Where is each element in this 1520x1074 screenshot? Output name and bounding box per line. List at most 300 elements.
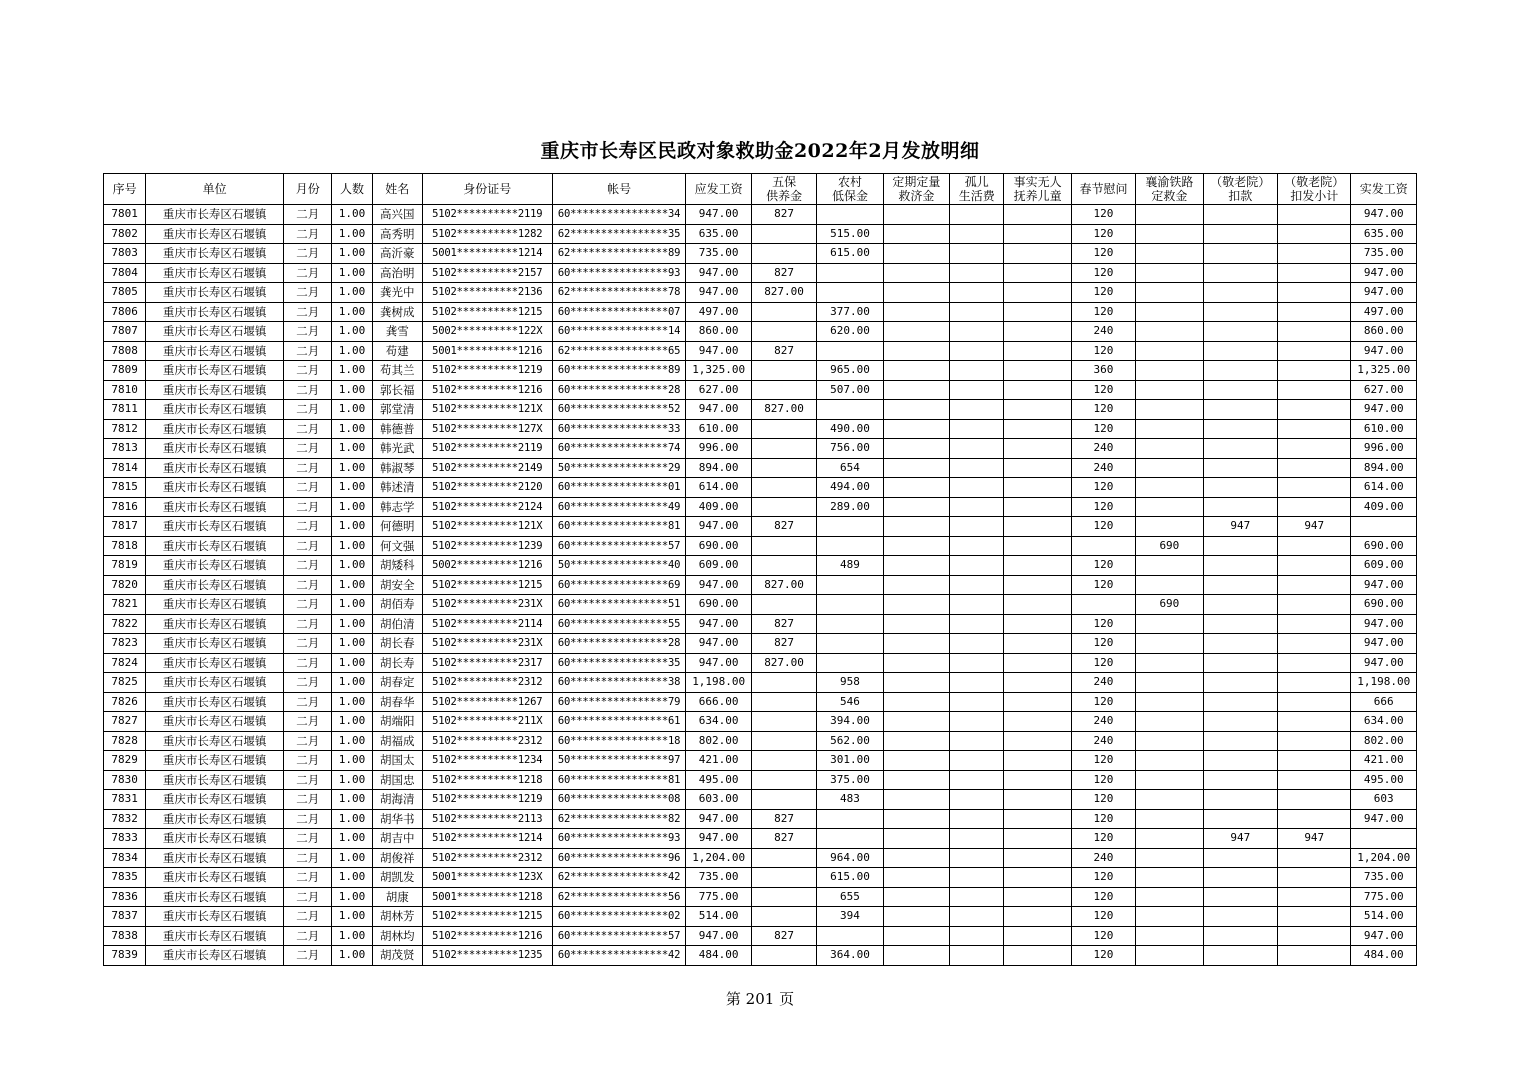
cell-five-guarantee: 827.00 (751, 653, 816, 673)
cell-id-number: 5102**********2119 (422, 439, 552, 459)
cell-five-guarantee (751, 712, 816, 732)
cell-nursing-home-subtotal (1278, 887, 1351, 907)
cell-de-facto-orphan (1004, 419, 1071, 439)
cell-railway-relief (1136, 478, 1203, 498)
cell-account: 60****************61 (552, 712, 686, 732)
cell-regular-relief (883, 868, 949, 888)
cell-railway-relief (1136, 692, 1203, 712)
cell-orphan-allowance (950, 322, 1004, 342)
cell-rural-dibao (817, 614, 883, 634)
cell-gross-pay: 735.00 (686, 868, 751, 888)
cell-seq: 7809 (104, 361, 146, 381)
cell-gross-pay: 1,198.00 (686, 673, 751, 693)
cell-nursing-home-subtotal (1278, 302, 1351, 322)
table-row (104, 575, 1417, 595)
cell-de-facto-orphan (1004, 712, 1071, 732)
cell-five-guarantee (751, 244, 816, 264)
cell-festival-bonus: 120 (1071, 400, 1135, 420)
cell-seq: 7821 (104, 595, 146, 615)
cell-nursing-home-subtotal (1278, 263, 1351, 283)
cell-rural-dibao: 364.00 (817, 946, 883, 966)
cell-gross-pay: 610.00 (686, 419, 751, 439)
cell-month: 二月 (284, 517, 332, 537)
cell-rural-dibao: 562.00 (817, 731, 883, 751)
cell-month: 二月 (284, 751, 332, 771)
cell-id-number: 5001**********1218 (422, 887, 552, 907)
cell-orphan-allowance (950, 712, 1004, 732)
cell-count: 1.00 (332, 751, 372, 771)
cell-account: 60****************89 (552, 361, 686, 381)
cell-net-pay: 947.00 (1351, 263, 1417, 283)
cell-festival-bonus: 120 (1071, 907, 1135, 927)
cell-rural-dibao: 515.00 (817, 224, 883, 244)
cell-festival-bonus: 240 (1071, 439, 1135, 459)
cell-rural-dibao (817, 536, 883, 556)
cell-regular-relief (883, 926, 949, 946)
cell-nursing-home-deduction (1203, 634, 1277, 654)
cell-unit: 重庆市长寿区石堰镇 (146, 302, 284, 322)
cell-id-number: 5102**********2136 (422, 283, 552, 303)
cell-month: 二月 (284, 244, 332, 264)
cell-unit: 重庆市长寿区石堰镇 (146, 712, 284, 732)
cell-seq: 7820 (104, 575, 146, 595)
cell-count: 1.00 (332, 478, 372, 498)
header-festival-bonus: 春节慰问 (1071, 174, 1135, 205)
cell-net-pay: 894.00 (1351, 458, 1417, 478)
cell-rural-dibao: 394.00 (817, 712, 883, 732)
cell-month: 二月 (284, 283, 332, 303)
cell-nursing-home-deduction (1203, 887, 1277, 907)
cell-net-pay: 947.00 (1351, 575, 1417, 595)
cell-festival-bonus: 240 (1071, 322, 1135, 342)
cell-count: 1.00 (332, 653, 372, 673)
cell-count: 1.00 (332, 517, 372, 537)
cell-nursing-home-subtotal (1278, 809, 1351, 829)
cell-account: 60****************02 (552, 907, 686, 927)
cell-orphan-allowance (950, 887, 1004, 907)
cell-orphan-allowance (950, 868, 1004, 888)
cell-rural-dibao (817, 263, 883, 283)
cell-net-pay: 735.00 (1351, 244, 1417, 264)
cell-nursing-home-subtotal (1278, 790, 1351, 810)
cell-festival-bonus: 120 (1071, 263, 1135, 283)
cell-rural-dibao: 507.00 (817, 380, 883, 400)
cell-nursing-home-subtotal (1278, 712, 1351, 732)
cell-seq: 7837 (104, 907, 146, 927)
cell-regular-relief (883, 751, 949, 771)
cell-nursing-home-subtotal (1278, 653, 1351, 673)
cell-account: 60****************55 (552, 614, 686, 634)
cell-regular-relief (883, 283, 949, 303)
cell-id-number: 5102**********2120 (422, 478, 552, 498)
cell-orphan-allowance (950, 575, 1004, 595)
cell-account: 60****************07 (552, 302, 686, 322)
cell-count: 1.00 (332, 673, 372, 693)
cell-seq: 7839 (104, 946, 146, 966)
cell-five-guarantee: 827.00 (751, 400, 816, 420)
cell-id-number: 5102**********121X (422, 400, 552, 420)
cell-railway-relief (1136, 517, 1203, 537)
cell-de-facto-orphan (1004, 575, 1071, 595)
cell-gross-pay: 947.00 (686, 614, 751, 634)
cell-name: 胡长春 (372, 634, 422, 654)
cell-festival-bonus: 120 (1071, 653, 1135, 673)
cell-id-number: 5102**********2317 (422, 653, 552, 673)
cell-month: 二月 (284, 829, 332, 849)
cell-rural-dibao (817, 653, 883, 673)
cell-de-facto-orphan (1004, 770, 1071, 790)
cell-five-guarantee: 827 (751, 634, 816, 654)
cell-account: 50****************40 (552, 556, 686, 576)
cell-net-pay (1351, 829, 1417, 849)
cell-de-facto-orphan (1004, 946, 1071, 966)
cell-five-guarantee: 827.00 (751, 283, 816, 303)
cell-count: 1.00 (332, 419, 372, 439)
cell-rural-dibao: 620.00 (817, 322, 883, 342)
cell-account: 60****************35 (552, 653, 686, 673)
cell-id-number: 5102**********2124 (422, 497, 552, 517)
cell-orphan-allowance (950, 244, 1004, 264)
cell-five-guarantee (751, 556, 816, 576)
cell-nursing-home-deduction (1203, 809, 1277, 829)
cell-unit: 重庆市长寿区石堰镇 (146, 907, 284, 927)
cell-nursing-home-subtotal (1278, 946, 1351, 966)
table-row (104, 302, 1417, 322)
cell-regular-relief (883, 848, 949, 868)
cell-rural-dibao: 377.00 (817, 302, 883, 322)
cell-nursing-home-subtotal (1278, 751, 1351, 771)
header-railway-relief: 襄渝铁路 定救金 (1136, 174, 1203, 205)
cell-regular-relief (883, 224, 949, 244)
cell-regular-relief (883, 517, 949, 537)
cell-festival-bonus: 240 (1071, 712, 1135, 732)
cell-de-facto-orphan (1004, 653, 1071, 673)
cell-seq: 7812 (104, 419, 146, 439)
cell-nursing-home-subtotal: 947 (1278, 517, 1351, 537)
cell-five-guarantee (751, 478, 816, 498)
cell-net-pay: 690.00 (1351, 536, 1417, 556)
cell-gross-pay: 947.00 (686, 400, 751, 420)
cell-nursing-home-subtotal (1278, 244, 1351, 264)
cell-seq: 7822 (104, 614, 146, 634)
cell-gross-pay: 735.00 (686, 244, 751, 264)
cell-unit: 重庆市长寿区石堰镇 (146, 478, 284, 498)
cell-regular-relief (883, 458, 949, 478)
cell-month: 二月 (284, 380, 332, 400)
cell-orphan-allowance (950, 517, 1004, 537)
cell-net-pay: 634.00 (1351, 712, 1417, 732)
cell-gross-pay: 484.00 (686, 946, 751, 966)
cell-railway-relief (1136, 712, 1203, 732)
cell-net-pay: 635.00 (1351, 224, 1417, 244)
cell-nursing-home-deduction (1203, 653, 1277, 673)
cell-month: 二月 (284, 302, 332, 322)
cell-seq: 7815 (104, 478, 146, 498)
cell-name: 胡伯清 (372, 614, 422, 634)
cell-regular-relief (883, 244, 949, 264)
header-name: 姓名 (372, 174, 422, 205)
header-regular-relief: 定期定量 救济金 (883, 174, 949, 205)
cell-orphan-allowance (950, 614, 1004, 634)
cell-seq: 7813 (104, 439, 146, 459)
cell-regular-relief (883, 790, 949, 810)
cell-gross-pay: 947.00 (686, 263, 751, 283)
cell-festival-bonus (1071, 536, 1135, 556)
cell-gross-pay: 947.00 (686, 283, 751, 303)
cell-regular-relief (883, 712, 949, 732)
cell-net-pay: 484.00 (1351, 946, 1417, 966)
cell-month: 二月 (284, 400, 332, 420)
cell-net-pay: 1,325.00 (1351, 361, 1417, 381)
cell-orphan-allowance (950, 380, 1004, 400)
cell-month: 二月 (284, 497, 332, 517)
cell-festival-bonus: 240 (1071, 458, 1135, 478)
cell-rural-dibao: 654 (817, 458, 883, 478)
cell-five-guarantee (751, 673, 816, 693)
table-row (104, 790, 1417, 810)
cell-nursing-home-subtotal (1278, 595, 1351, 615)
cell-net-pay: 947.00 (1351, 809, 1417, 829)
cell-id-number: 5102**********121X (422, 517, 552, 537)
cell-id-number: 5002**********1216 (422, 556, 552, 576)
cell-five-guarantee: 827.00 (751, 575, 816, 595)
cell-railway-relief (1136, 790, 1203, 810)
cell-name: 韩德普 (372, 419, 422, 439)
cell-seq: 7814 (104, 458, 146, 478)
cell-nursing-home-deduction (1203, 751, 1277, 771)
cell-name: 胡吉中 (372, 829, 422, 849)
cell-name: 胡安全 (372, 575, 422, 595)
cell-festival-bonus: 120 (1071, 829, 1135, 849)
cell-nursing-home-deduction (1203, 790, 1277, 810)
cell-id-number: 5002**********122X (422, 322, 552, 342)
cell-five-guarantee (751, 361, 816, 381)
cell-count: 1.00 (332, 361, 372, 381)
cell-gross-pay: 627.00 (686, 380, 751, 400)
cell-net-pay: 947.00 (1351, 341, 1417, 361)
cell-gross-pay: 947.00 (686, 809, 751, 829)
cell-account: 62****************42 (552, 868, 686, 888)
cell-id-number: 5102**********1234 (422, 751, 552, 771)
cell-orphan-allowance (950, 224, 1004, 244)
cell-de-facto-orphan (1004, 283, 1071, 303)
cell-id-number: 5102**********2149 (422, 458, 552, 478)
cell-de-facto-orphan (1004, 205, 1071, 225)
cell-unit: 重庆市长寿区石堰镇 (146, 205, 284, 225)
cell-gross-pay: 409.00 (686, 497, 751, 517)
cell-net-pay: 947.00 (1351, 634, 1417, 654)
cell-name: 胡长寿 (372, 653, 422, 673)
cell-seq: 7804 (104, 263, 146, 283)
cell-nursing-home-subtotal (1278, 361, 1351, 381)
cell-seq: 7833 (104, 829, 146, 849)
cell-nursing-home-deduction (1203, 400, 1277, 420)
cell-five-guarantee (751, 419, 816, 439)
cell-month: 二月 (284, 341, 332, 361)
cell-nursing-home-subtotal (1278, 575, 1351, 595)
cell-seq: 7829 (104, 751, 146, 771)
cell-railway-relief (1136, 341, 1203, 361)
table-row (104, 400, 1417, 420)
cell-de-facto-orphan (1004, 868, 1071, 888)
cell-unit: 重庆市长寿区石堰镇 (146, 946, 284, 966)
cell-orphan-allowance (950, 848, 1004, 868)
cell-month: 二月 (284, 809, 332, 829)
cell-orphan-allowance (950, 595, 1004, 615)
cell-name: 龚雪 (372, 322, 422, 342)
cell-count: 1.00 (332, 946, 372, 966)
cell-month: 二月 (284, 770, 332, 790)
header-count: 人数 (332, 174, 372, 205)
cell-name: 胡国忠 (372, 770, 422, 790)
cell-five-guarantee (751, 692, 816, 712)
cell-festival-bonus: 240 (1071, 848, 1135, 868)
cell-count: 1.00 (332, 341, 372, 361)
cell-seq: 7818 (104, 536, 146, 556)
cell-name: 郭堂清 (372, 400, 422, 420)
table-row (104, 653, 1417, 673)
table-row (104, 458, 1417, 478)
header-gross-pay: 应发工资 (686, 174, 751, 205)
cell-railway-relief (1136, 205, 1203, 225)
cell-id-number: 5102**********1282 (422, 224, 552, 244)
cell-nursing-home-subtotal (1278, 224, 1351, 244)
cell-unit: 重庆市长寿区石堰镇 (146, 380, 284, 400)
cell-rural-dibao (817, 283, 883, 303)
cell-de-facto-orphan (1004, 848, 1071, 868)
cell-orphan-allowance (950, 790, 1004, 810)
cell-month: 二月 (284, 575, 332, 595)
cell-railway-relief (1136, 263, 1203, 283)
cell-net-pay: 775.00 (1351, 887, 1417, 907)
cell-count: 1.00 (332, 731, 372, 751)
cell-unit: 重庆市长寿区石堰镇 (146, 829, 284, 849)
cell-id-number: 5102**********1267 (422, 692, 552, 712)
cell-nursing-home-subtotal (1278, 322, 1351, 342)
cell-orphan-allowance (950, 400, 1004, 420)
cell-count: 1.00 (332, 770, 372, 790)
cell-festival-bonus: 120 (1071, 692, 1135, 712)
table-row (104, 497, 1417, 517)
cell-nursing-home-subtotal (1278, 536, 1351, 556)
cell-festival-bonus: 120 (1071, 634, 1135, 654)
cell-de-facto-orphan (1004, 517, 1071, 537)
cell-count: 1.00 (332, 380, 372, 400)
cell-festival-bonus: 120 (1071, 302, 1135, 322)
cell-name: 胡佰寿 (372, 595, 422, 615)
cell-orphan-allowance (950, 497, 1004, 517)
cell-festival-bonus: 120 (1071, 946, 1135, 966)
cell-gross-pay: 635.00 (686, 224, 751, 244)
cell-de-facto-orphan (1004, 439, 1071, 459)
cell-de-facto-orphan (1004, 809, 1071, 829)
cell-name: 胡矮科 (372, 556, 422, 576)
cell-unit: 重庆市长寿区石堰镇 (146, 244, 284, 264)
cell-festival-bonus (1071, 595, 1135, 615)
table-row (104, 907, 1417, 927)
cell-regular-relief (883, 653, 949, 673)
table-row (104, 322, 1417, 342)
header-rural-dibao: 农村 低保金 (817, 174, 883, 205)
cell-orphan-allowance (950, 556, 1004, 576)
cell-count: 1.00 (332, 439, 372, 459)
cell-railway-relief (1136, 439, 1203, 459)
cell-id-number: 5102**********2114 (422, 614, 552, 634)
table-row (104, 673, 1417, 693)
table-row (104, 341, 1417, 361)
cell-seq: 7826 (104, 692, 146, 712)
cell-railway-relief: 690 (1136, 536, 1203, 556)
cell-net-pay: 603 (1351, 790, 1417, 810)
cell-de-facto-orphan (1004, 614, 1071, 634)
cell-rural-dibao: 490.00 (817, 419, 883, 439)
cell-railway-relief (1136, 809, 1203, 829)
cell-orphan-allowance (950, 302, 1004, 322)
cell-railway-relief (1136, 380, 1203, 400)
cell-nursing-home-deduction (1203, 536, 1277, 556)
cell-name: 胡福成 (372, 731, 422, 751)
cell-gross-pay: 947.00 (686, 653, 751, 673)
cell-gross-pay: 947.00 (686, 205, 751, 225)
cell-account: 60****************93 (552, 263, 686, 283)
cell-de-facto-orphan (1004, 673, 1071, 693)
cell-unit: 重庆市长寿区石堰镇 (146, 439, 284, 459)
cell-five-guarantee (751, 751, 816, 771)
cell-nursing-home-subtotal (1278, 556, 1351, 576)
cell-gross-pay: 1,325.00 (686, 361, 751, 381)
cell-account: 60****************81 (552, 770, 686, 790)
cell-five-guarantee: 827 (751, 926, 816, 946)
cell-month: 二月 (284, 478, 332, 498)
cell-orphan-allowance (950, 770, 1004, 790)
cell-unit: 重庆市长寿区石堰镇 (146, 887, 284, 907)
cell-net-pay: 947.00 (1351, 614, 1417, 634)
cell-account: 60****************96 (552, 848, 686, 868)
cell-nursing-home-subtotal (1278, 770, 1351, 790)
cell-seq: 7806 (104, 302, 146, 322)
cell-de-facto-orphan (1004, 536, 1071, 556)
cell-nursing-home-deduction (1203, 341, 1277, 361)
cell-unit: 重庆市长寿区石堰镇 (146, 614, 284, 634)
cell-five-guarantee (751, 946, 816, 966)
cell-nursing-home-deduction (1203, 926, 1277, 946)
cell-nursing-home-deduction (1203, 595, 1277, 615)
cell-regular-relief (883, 829, 949, 849)
cell-orphan-allowance (950, 361, 1004, 381)
cell-seq: 7825 (104, 673, 146, 693)
cell-month: 二月 (284, 946, 332, 966)
cell-account: 60****************34 (552, 205, 686, 225)
cell-count: 1.00 (332, 556, 372, 576)
cell-nursing-home-deduction (1203, 614, 1277, 634)
cell-orphan-allowance (950, 673, 1004, 693)
cell-gross-pay: 775.00 (686, 887, 751, 907)
cell-month: 二月 (284, 692, 332, 712)
cell-five-guarantee (751, 770, 816, 790)
cell-rural-dibao (817, 595, 883, 615)
cell-month: 二月 (284, 458, 332, 478)
table-row (104, 770, 1417, 790)
cell-name: 胡春华 (372, 692, 422, 712)
cell-nursing-home-deduction (1203, 458, 1277, 478)
cell-orphan-allowance (950, 653, 1004, 673)
cell-unit: 重庆市长寿区石堰镇 (146, 263, 284, 283)
cell-net-pay: 627.00 (1351, 380, 1417, 400)
cell-net-pay: 614.00 (1351, 478, 1417, 498)
cell-account: 60****************52 (552, 400, 686, 420)
cell-net-pay: 409.00 (1351, 497, 1417, 517)
cell-month: 二月 (284, 595, 332, 615)
